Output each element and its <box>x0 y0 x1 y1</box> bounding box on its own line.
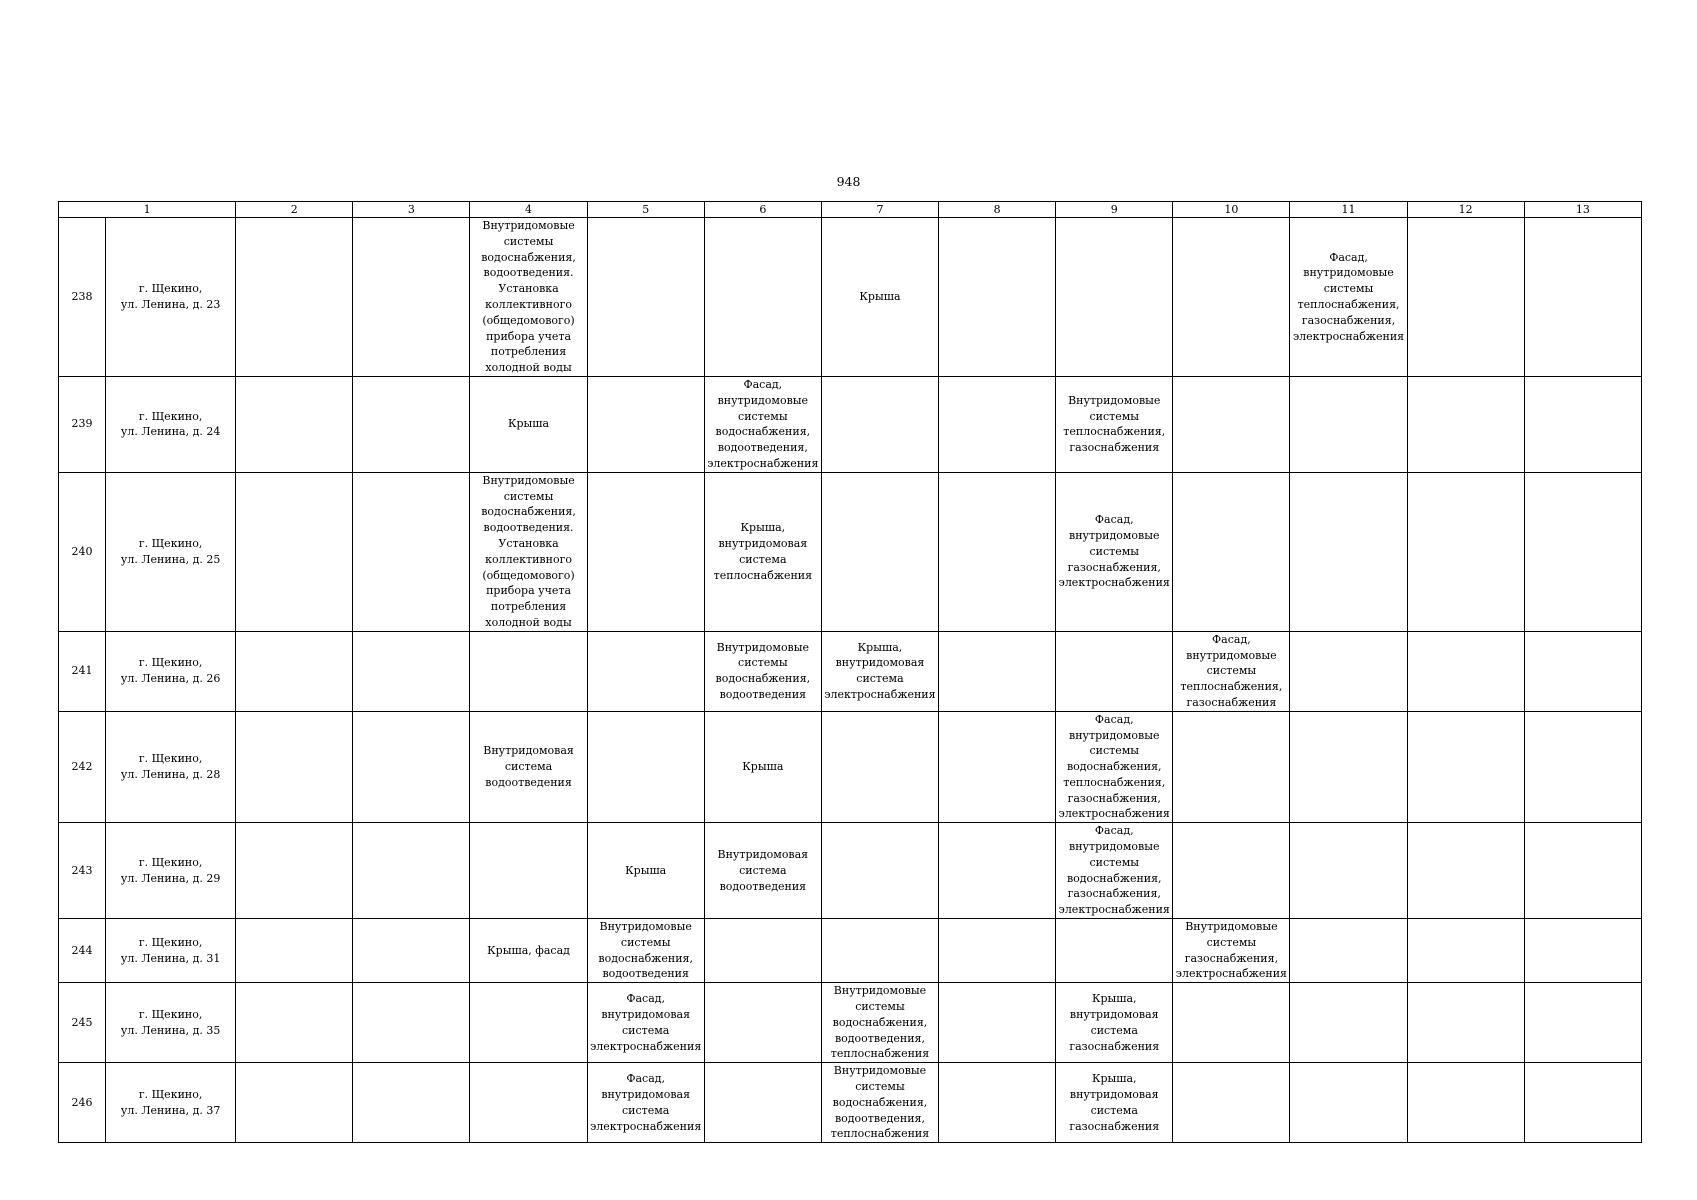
address-line: ул. Ленина, д. 25 <box>120 552 221 566</box>
work-cell <box>353 472 470 631</box>
work-cell: Фасад, внутридомовые системы газоснабжения, электроснабжения <box>1056 472 1173 631</box>
column-header: 2 <box>236 202 353 218</box>
work-cell <box>236 1063 353 1143</box>
column-number-row <box>59 202 1642 218</box>
column-header: 13 <box>1524 202 1641 218</box>
table-row <box>59 983 1642 1063</box>
work-cell <box>1524 218 1641 377</box>
work-cell: Крыша, внутридомовая система теплоснабжения <box>704 472 821 631</box>
address-line: ул. Ленина, д. 37 <box>120 1103 221 1117</box>
work-cell <box>821 919 938 983</box>
row-number: 242 <box>59 711 106 823</box>
work-cell <box>1290 376 1407 472</box>
work-cell <box>939 919 1056 983</box>
work-cell <box>1056 218 1173 377</box>
work-cell <box>1290 983 1407 1063</box>
work-cell <box>704 1063 821 1143</box>
work-cell <box>236 983 353 1063</box>
work-cell: Фасад, внутридомовые системы водоснабжения, теплоснабжения, газоснабжения, электроснабжения <box>1056 711 1173 823</box>
work-cell <box>1524 711 1641 823</box>
address-line: ул. Ленина, д. 24 <box>120 425 221 439</box>
work-cell: Внутридомовые системы водоснабжения, водоотведения. Установка коллективного (общедомового) прибора учета потребления холодной воды <box>470 218 587 377</box>
work-cell <box>1524 472 1641 631</box>
work-cell <box>1173 983 1290 1063</box>
table-row <box>59 1063 1642 1143</box>
work-cell <box>1290 472 1407 631</box>
work-cell <box>1407 983 1524 1063</box>
work-cell: Внутридомовая система водоотведения <box>704 823 821 919</box>
work-cell <box>939 711 1056 823</box>
address-line: г. Щекино, <box>138 1087 203 1101</box>
address-line: г. Щекино, <box>138 752 203 766</box>
column-header: 12 <box>1407 202 1524 218</box>
work-cell <box>1173 711 1290 823</box>
column-header: 5 <box>587 202 704 218</box>
address-cell <box>106 631 236 711</box>
work-cell <box>1407 472 1524 631</box>
work-cell: Внутридомовые системы водоснабжения, водоотведения, теплоснабжения <box>821 1063 938 1143</box>
work-cell <box>1407 711 1524 823</box>
address-line: ул. Ленина, д. 26 <box>120 672 221 686</box>
work-cell <box>236 711 353 823</box>
work-cell <box>236 823 353 919</box>
work-cell: Крыша, внутридомовая система электроснабжения <box>821 631 938 711</box>
column-header: 8 <box>939 202 1056 218</box>
row-number: 246 <box>59 1063 106 1143</box>
work-cell <box>353 1063 470 1143</box>
table-row <box>59 218 1642 377</box>
work-cell <box>1407 376 1524 472</box>
address-cell <box>106 983 236 1063</box>
work-cell: Фасад, внутридомовые системы водоснабжения, водоотведения, электроснабжения <box>704 376 821 472</box>
column-header: 4 <box>470 202 587 218</box>
work-cell <box>939 823 1056 919</box>
work-cell <box>353 711 470 823</box>
work-cell <box>236 919 353 983</box>
work-cell: Крыша <box>704 711 821 823</box>
work-cell <box>1407 631 1524 711</box>
address-line: г. Щекино, <box>138 282 203 296</box>
work-cell <box>587 631 704 711</box>
work-cell <box>1173 218 1290 377</box>
work-cell: Крыша, внутридомовая система газоснабжения <box>1056 1063 1173 1143</box>
address-cell <box>106 823 236 919</box>
work-cell: Внутридомовая система водоотведения <box>470 711 587 823</box>
work-cell <box>821 711 938 823</box>
work-cell: Фасад, внутридомовая система электроснабжения <box>587 1063 704 1143</box>
work-cell: Крыша, фасад <box>470 919 587 983</box>
work-cell <box>821 376 938 472</box>
table-row <box>59 711 1642 823</box>
table-row <box>59 631 1642 711</box>
work-cell <box>353 983 470 1063</box>
work-cell: Крыша <box>587 823 704 919</box>
work-cell <box>587 711 704 823</box>
table-row <box>59 472 1642 631</box>
work-cell: Крыша, внутридомовая система газоснабжения <box>1056 983 1173 1063</box>
work-cell <box>821 823 938 919</box>
work-cell: Фасад, внутридомовые системы водоснабжения, газоснабжения, электроснабжения <box>1056 823 1173 919</box>
column-header: 1 <box>59 202 236 218</box>
row-number: 243 <box>59 823 106 919</box>
work-cell: Внутридомовые системы водоснабжения, водоотведения <box>587 919 704 983</box>
work-cell <box>1290 919 1407 983</box>
work-cell <box>1524 631 1641 711</box>
work-cell <box>353 823 470 919</box>
address-line: г. Щекино, <box>138 855 203 869</box>
work-cell <box>1407 919 1524 983</box>
work-cell: Внутридомовые системы водоснабжения, водоотведения <box>704 631 821 711</box>
work-cell <box>1524 376 1641 472</box>
work-cell <box>1407 1063 1524 1143</box>
work-cell <box>587 472 704 631</box>
address-cell <box>106 1063 236 1143</box>
work-cell <box>939 218 1056 377</box>
work-cell <box>939 631 1056 711</box>
repair-schedule-table <box>58 201 1642 1143</box>
address-line: г. Щекино, <box>138 1007 203 1021</box>
work-cell <box>236 472 353 631</box>
address-line: ул. Ленина, д. 28 <box>120 767 221 781</box>
work-cell <box>704 983 821 1063</box>
address-cell <box>106 376 236 472</box>
work-cell <box>353 631 470 711</box>
work-cell: Внутридомовые системы водоснабжения, водоотведения. Установка коллективного (общедомового) прибора учета потребления холодной воды <box>470 472 587 631</box>
work-cell <box>821 472 938 631</box>
work-cell <box>1173 823 1290 919</box>
work-cell <box>1407 218 1524 377</box>
row-number: 244 <box>59 919 106 983</box>
work-cell: Фасад, внутридомовая система электроснабжения <box>587 983 704 1063</box>
work-cell <box>1524 1063 1641 1143</box>
work-cell: Крыша <box>470 376 587 472</box>
address-line: г. Щекино, <box>138 536 203 550</box>
work-cell <box>1290 631 1407 711</box>
work-cell <box>1056 631 1173 711</box>
row-number: 238 <box>59 218 106 377</box>
work-cell <box>1173 1063 1290 1143</box>
address-cell <box>106 472 236 631</box>
work-cell <box>1173 472 1290 631</box>
work-cell: Крыша <box>821 218 938 377</box>
work-cell <box>236 631 353 711</box>
work-cell <box>353 919 470 983</box>
table-row <box>59 376 1642 472</box>
table-row <box>59 823 1642 919</box>
page-number: 948 <box>836 174 861 189</box>
address-line: г. Щекино, <box>138 935 203 949</box>
column-header: 10 <box>1173 202 1290 218</box>
work-cell: Внутридомовые системы газоснабжения, электроснабжения <box>1173 919 1290 983</box>
column-header: 3 <box>353 202 470 218</box>
work-cell <box>939 376 1056 472</box>
table-row <box>59 919 1642 983</box>
row-number: 241 <box>59 631 106 711</box>
address-cell <box>106 711 236 823</box>
work-cell <box>1524 823 1641 919</box>
work-cell <box>470 823 587 919</box>
work-cell <box>470 1063 587 1143</box>
work-cell <box>1407 823 1524 919</box>
work-cell <box>587 218 704 377</box>
column-header: 7 <box>821 202 938 218</box>
work-cell <box>236 376 353 472</box>
column-header: 9 <box>1056 202 1173 218</box>
address-line: ул. Ленина, д. 35 <box>120 1023 221 1037</box>
address-line: г. Щекино, <box>138 656 203 670</box>
work-cell <box>704 919 821 983</box>
work-cell <box>939 983 1056 1063</box>
work-cell <box>470 631 587 711</box>
address-line: ул. Ленина, д. 23 <box>120 297 221 311</box>
work-cell <box>470 983 587 1063</box>
row-number: 239 <box>59 376 106 472</box>
column-header: 11 <box>1290 202 1407 218</box>
work-cell <box>1173 376 1290 472</box>
row-number: 245 <box>59 983 106 1063</box>
column-header: 6 <box>704 202 821 218</box>
work-cell: Фасад, внутридомовые системы теплоснабжения, газоснабжения, электроснабжения <box>1290 218 1407 377</box>
work-cell <box>587 376 704 472</box>
work-cell <box>1290 823 1407 919</box>
work-cell: Внутридомовые системы водоснабжения, водоотведения, теплоснабжения <box>821 983 938 1063</box>
work-cell <box>1524 983 1641 1063</box>
address-line: ул. Ленина, д. 31 <box>120 951 221 965</box>
work-cell <box>1056 919 1173 983</box>
work-cell <box>704 218 821 377</box>
work-cell <box>1290 711 1407 823</box>
work-cell: Внутридомовые системы теплоснабжения, газоснабжения <box>1056 376 1173 472</box>
work-cell <box>1290 1063 1407 1143</box>
address-line: ул. Ленина, д. 29 <box>120 871 221 885</box>
address-line: г. Щекино, <box>138 409 203 423</box>
work-cell <box>939 472 1056 631</box>
work-cell <box>1524 919 1641 983</box>
work-cell <box>236 218 353 377</box>
work-cell: Фасад, внутридомовые системы теплоснабжения, газоснабжения <box>1173 631 1290 711</box>
work-cell <box>939 1063 1056 1143</box>
address-cell <box>106 919 236 983</box>
work-cell <box>353 218 470 377</box>
work-cell <box>353 376 470 472</box>
address-cell <box>106 218 236 377</box>
row-number: 240 <box>59 472 106 631</box>
